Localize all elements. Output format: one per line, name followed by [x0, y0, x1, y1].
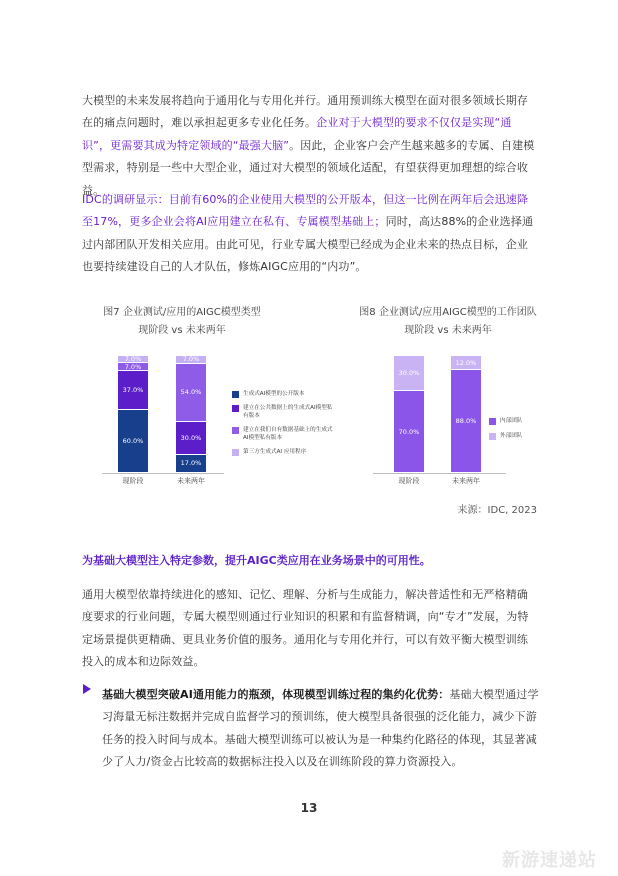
bar-data-label: 7.0%	[124, 355, 142, 364]
paragraph-idc-text: 同时，高达88%的企业选择通过内部团队开发相关应用。由此可见，行业专属大模型已经成为企业未来的热点目标，企业也要持续建设自己的人才队伍，修炼AIGC应用的“内功”。	[82, 215, 534, 274]
watermark-logo: 新游速递站	[502, 850, 597, 871]
legend-label: 第三方生成式AI 应用程序	[243, 449, 307, 455]
bar-segment	[176, 356, 206, 363]
triangle-bullet-icon	[82, 684, 102, 697]
legend-label: 内部团队	[500, 418, 523, 424]
paragraph-idc-highlight: IDC的调研显示：目前有60%的企业使用大模型的公开版本，但这一比例在两年后会迅速降至17%，更多企业会将AI应用建立在私有、专属模型基础上；	[82, 193, 529, 229]
figure7-subtitle: 现阶段 vs 未来两年	[138, 325, 226, 336]
bar-segment	[118, 410, 148, 472]
bar-data-label: 7.0%	[182, 355, 200, 364]
paragraph-foundation-text: 基础大模型通过学习海量无标注数据并完成自监督学习的预训练，使大模型具备很强的泛化能力，减少下游任务的投入时间与成本。基础大模型训练可以被认为是一种集约化路径的体现，其显著减少了人力/资金占比较高的数据标注投入以及在训练阶段的算力资源投入。	[102, 688, 539, 769]
chart-axis-line	[373, 473, 506, 474]
bar-segment	[451, 370, 481, 472]
paragraph-general-vs-special: 通用大模型依靠持续进化的感知、记忆、理解、分析与生成能力，解决普适性和无严格精确度要求的行业问题，专属大模型则通过行业知识的积累和有监督精调，向“专才”发展，为特定场景提供更精确、更具业务价值的服务。通用化与专用化并行，可以有效平衡大模型训练投入的成本和边际效益。	[82, 588, 529, 669]
legend-label: 生成式AI模型的公开版本	[243, 391, 305, 397]
legend-swatch	[232, 427, 239, 434]
paragraph-intro-text: 大模型的未来发展将趋向于通用化与专用化并行。通用预训练大模型在面对很多领域长期存在的痛点问题时，难以承担起更多专业化任务。	[82, 94, 528, 130]
section-heading: 为基础大模型注入特定参数，提升AIGC类应用在业务场景中的可用性。	[82, 554, 431, 567]
legend-swatch	[489, 418, 496, 425]
paragraph-foundation-bold: 基础大模型突破AI通用能力的瓶颈，体现模型训练过程的集约化优势：	[102, 688, 450, 701]
bar-segment	[394, 356, 424, 390]
page-number: 13	[300, 801, 318, 815]
bar-data-label: 54.0%	[180, 388, 202, 397]
x-tick-label: 现阶段	[122, 477, 144, 485]
paragraph-intro	[82, 90, 538, 202]
bar-segment	[451, 356, 481, 369]
bar-data-label: 7.0%	[124, 362, 142, 371]
bar-data-label: 30.0%	[180, 433, 202, 442]
x-tick-label: 未来两年	[177, 477, 205, 485]
legend-label: 建立在公共数据上的生成式AI模型私有版本	[243, 405, 333, 419]
figure7-title-block	[86, 304, 278, 340]
paragraph-intro-text-end: 。因此，企业客户会产生越来越多的专属、自建模型需求，特别是一些中大型企业，通过对大模型的领域化适配，有望获得更加理想的综合收益。	[82, 138, 535, 197]
figure7-title: 图7 企业测试/应用的AIGC模型类型	[103, 307, 261, 318]
paragraph-foundation-model	[102, 684, 542, 774]
bar-data-label: 88.0%	[455, 417, 477, 425]
bar-data-label: 70.0%	[398, 427, 420, 436]
bar-segment	[176, 455, 206, 472]
paragraph-idc-survey	[82, 189, 538, 279]
x-tick-label: 未来两年	[452, 477, 480, 485]
bar-segment	[394, 391, 424, 472]
bar-segment	[118, 363, 148, 369]
figure8-subtitle: 现阶段 vs 未来两年	[404, 325, 492, 336]
bar-data-label: 37.0%	[122, 385, 144, 394]
figure8-title-block	[346, 304, 550, 340]
bar-segment	[118, 356, 148, 362]
legend-label: 外部团队	[500, 433, 523, 439]
legend-swatch	[232, 405, 239, 412]
bar-segment	[176, 422, 206, 454]
legend-swatch	[232, 449, 239, 456]
bar-segment	[176, 364, 206, 422]
legend-label: 建立在我们自有数据基础上的生成式AI模型私有版本	[243, 427, 333, 441]
chart-axis-line	[102, 473, 224, 474]
bar-segment	[118, 371, 148, 409]
bar-data-label: 30.0%	[398, 369, 420, 378]
legend-swatch	[489, 433, 496, 440]
bar-data-label: 12.0%	[455, 358, 477, 367]
x-tick-label: 现阶段	[398, 477, 420, 485]
bar-data-label: 17.0%	[180, 459, 202, 468]
figure8-title: 图8 企业测试/应用AIGC模型的工作团队	[359, 307, 537, 318]
bar-data-label: 60.0%	[122, 436, 144, 445]
paragraph-intro-highlight: 企业对于大模型的要求不仅仅是实现“通识”，更需要其成为特定领域的“最强大脑”	[82, 116, 512, 152]
legend-swatch	[232, 391, 239, 398]
figure-source: 来源：IDC, 2023	[457, 505, 537, 516]
